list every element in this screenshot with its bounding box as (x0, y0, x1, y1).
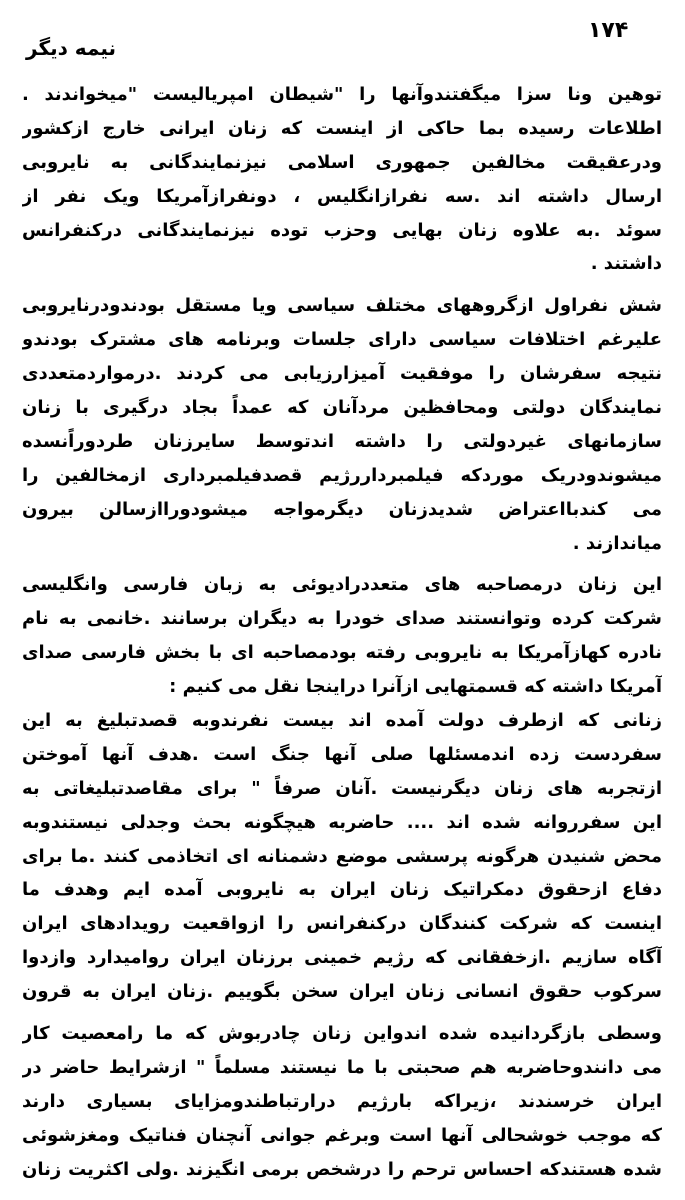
paragraph-2 (22, 289, 662, 560)
text-line: وسطی بازگردانیده شده اندواین زنان چادربوش که ما رامعصیت کار (22, 1023, 662, 1045)
text-line: که موجب خوشحالی آنها است وبرغم جوانی آنچنان فناتیک ومغزشوئی (22, 1124, 662, 1146)
text-line: سوئد .به علاوه زنان بهایی وحزب توده نیزنمایندگانی درکنفرانس (22, 219, 662, 241)
text-line: این زنان درمصاحبه های متعددرادیوئی به زبان فارسی وانگلیسی (22, 574, 662, 596)
text-line: آمریکا داشته که قسمتهایی ازآنرا دراینجا نقل می کنیم : (169, 676, 662, 698)
text-line: نادره کهازآمریکا به نایروبی رفته بودمصاحبه ای با بخش فارسی صدای (22, 642, 662, 664)
text-line: دفاع ازحقوق دمکراتیک زنان ایران به نایروبی آمده ایم وهدف ما (22, 879, 662, 901)
paragraph-4 (22, 704, 662, 1009)
text-line: شرکت کرده وتوانستند صدای خودرا به دیگران برسانند .خانمی به نام (22, 608, 662, 630)
text-line: سرکوب حقوق انسانی زنان ایران سخن بگوییم .زنان ایران به قرون (22, 981, 662, 1003)
text-line: نتیجه سفرشان را موفقیت آمیزارزیابی می کردند .درمواردمتعددی (22, 363, 662, 385)
paragraph-3 (22, 568, 662, 704)
text-line: علیرغم اختلافات سیاسی دارای جلسات وبرنامه های مشترک بودندو (22, 329, 662, 351)
text-line: ارسال داشته اند .سه نفرازانگلیس ، دونفرازآمریکا ویک نفر از (22, 185, 662, 207)
text-line: این سفرروانه شده اند .... حاضربه هیچگونه بحث وجدلی نیستندوبه (22, 811, 662, 833)
page-number: ۱۷۴ (588, 18, 629, 43)
text-line: سازمانهای غیردولتی را داشته اندتوسط سایرزنان طردوراًنسده (22, 430, 662, 452)
text-line: می دانندوحاضربه هم صحبتی با ما نیستند مسلماً " ازشرایط حاضر در (22, 1056, 662, 1078)
text-line: می کندبااعتراض شدیدزنان دیگرمواجه میشودوراازسالن بیرون (22, 498, 662, 520)
text-line: داشتند . (590, 253, 662, 275)
paragraph-1 (22, 78, 662, 281)
text-line: محض شنیدن هرگونه پرسشی موضع دشمنانه ای اتخاذمی کنند .ما برای (22, 845, 662, 867)
text-line: سفردست زده اندمسئلها صلی آنها جنگ است .هدف آنها آموختن (22, 743, 662, 765)
text-line: ایران خرسندند ،زیراکه بارژیم درارتباطندومزایای بسیاری دارند (22, 1090, 662, 1112)
text-line: اطلاعات رسیده بما حاکی از اینست که زنان ایرانی خارج ازکشور (22, 117, 662, 139)
running-head-title: نیمه دیگر (26, 36, 117, 60)
text-line: شش نفراول ازگروههای مختلف سیاسی ویا مستقل بودندودرنایروبی (22, 295, 662, 317)
text-line: شده هستندکه احساس ترحم را درشخص برمی انگیزند .ولی اکثریت زنان (22, 1158, 662, 1180)
text-line: میشوندودریک موردکه فیلمبرداررژیم قصدفیلمبرداری ازمخالفین را (22, 464, 662, 486)
text-line: آگاه سازیم .ازخفقانی که رژیم خمینی برزنان ایران روامیدارد وازدوا (22, 947, 662, 969)
body-text (22, 78, 662, 1187)
text-line: زنانی که ازطرف دولت آمده اند بیست نفرندوبه قصدتبلیغ به این (22, 710, 662, 732)
text-line: ودرعقیقت مخالفین جمهوری اسلامی نیزنمایندگانی به نایروبی (22, 151, 662, 173)
text-line: توهین ونا سزا میگفتندوآنها را "شیطان امپریالیست "میخواندند . (22, 84, 662, 105)
text-line: اینست که شرکت کنندگان درکنفرانس را ازواقعیت رویدادهای ایران (22, 913, 662, 935)
text-line: میاندازند . (572, 532, 662, 554)
text-line: ازتجربه های زنان دیگرنیست .آنان صرفاً " برای مقاصدتبلیغاتی به (22, 777, 662, 799)
paragraph-5 (22, 1017, 662, 1186)
text-line: نمایندگان دولتی ومحافظین مردآنان که عمداً بجاد درگیری با زنان (22, 397, 662, 419)
